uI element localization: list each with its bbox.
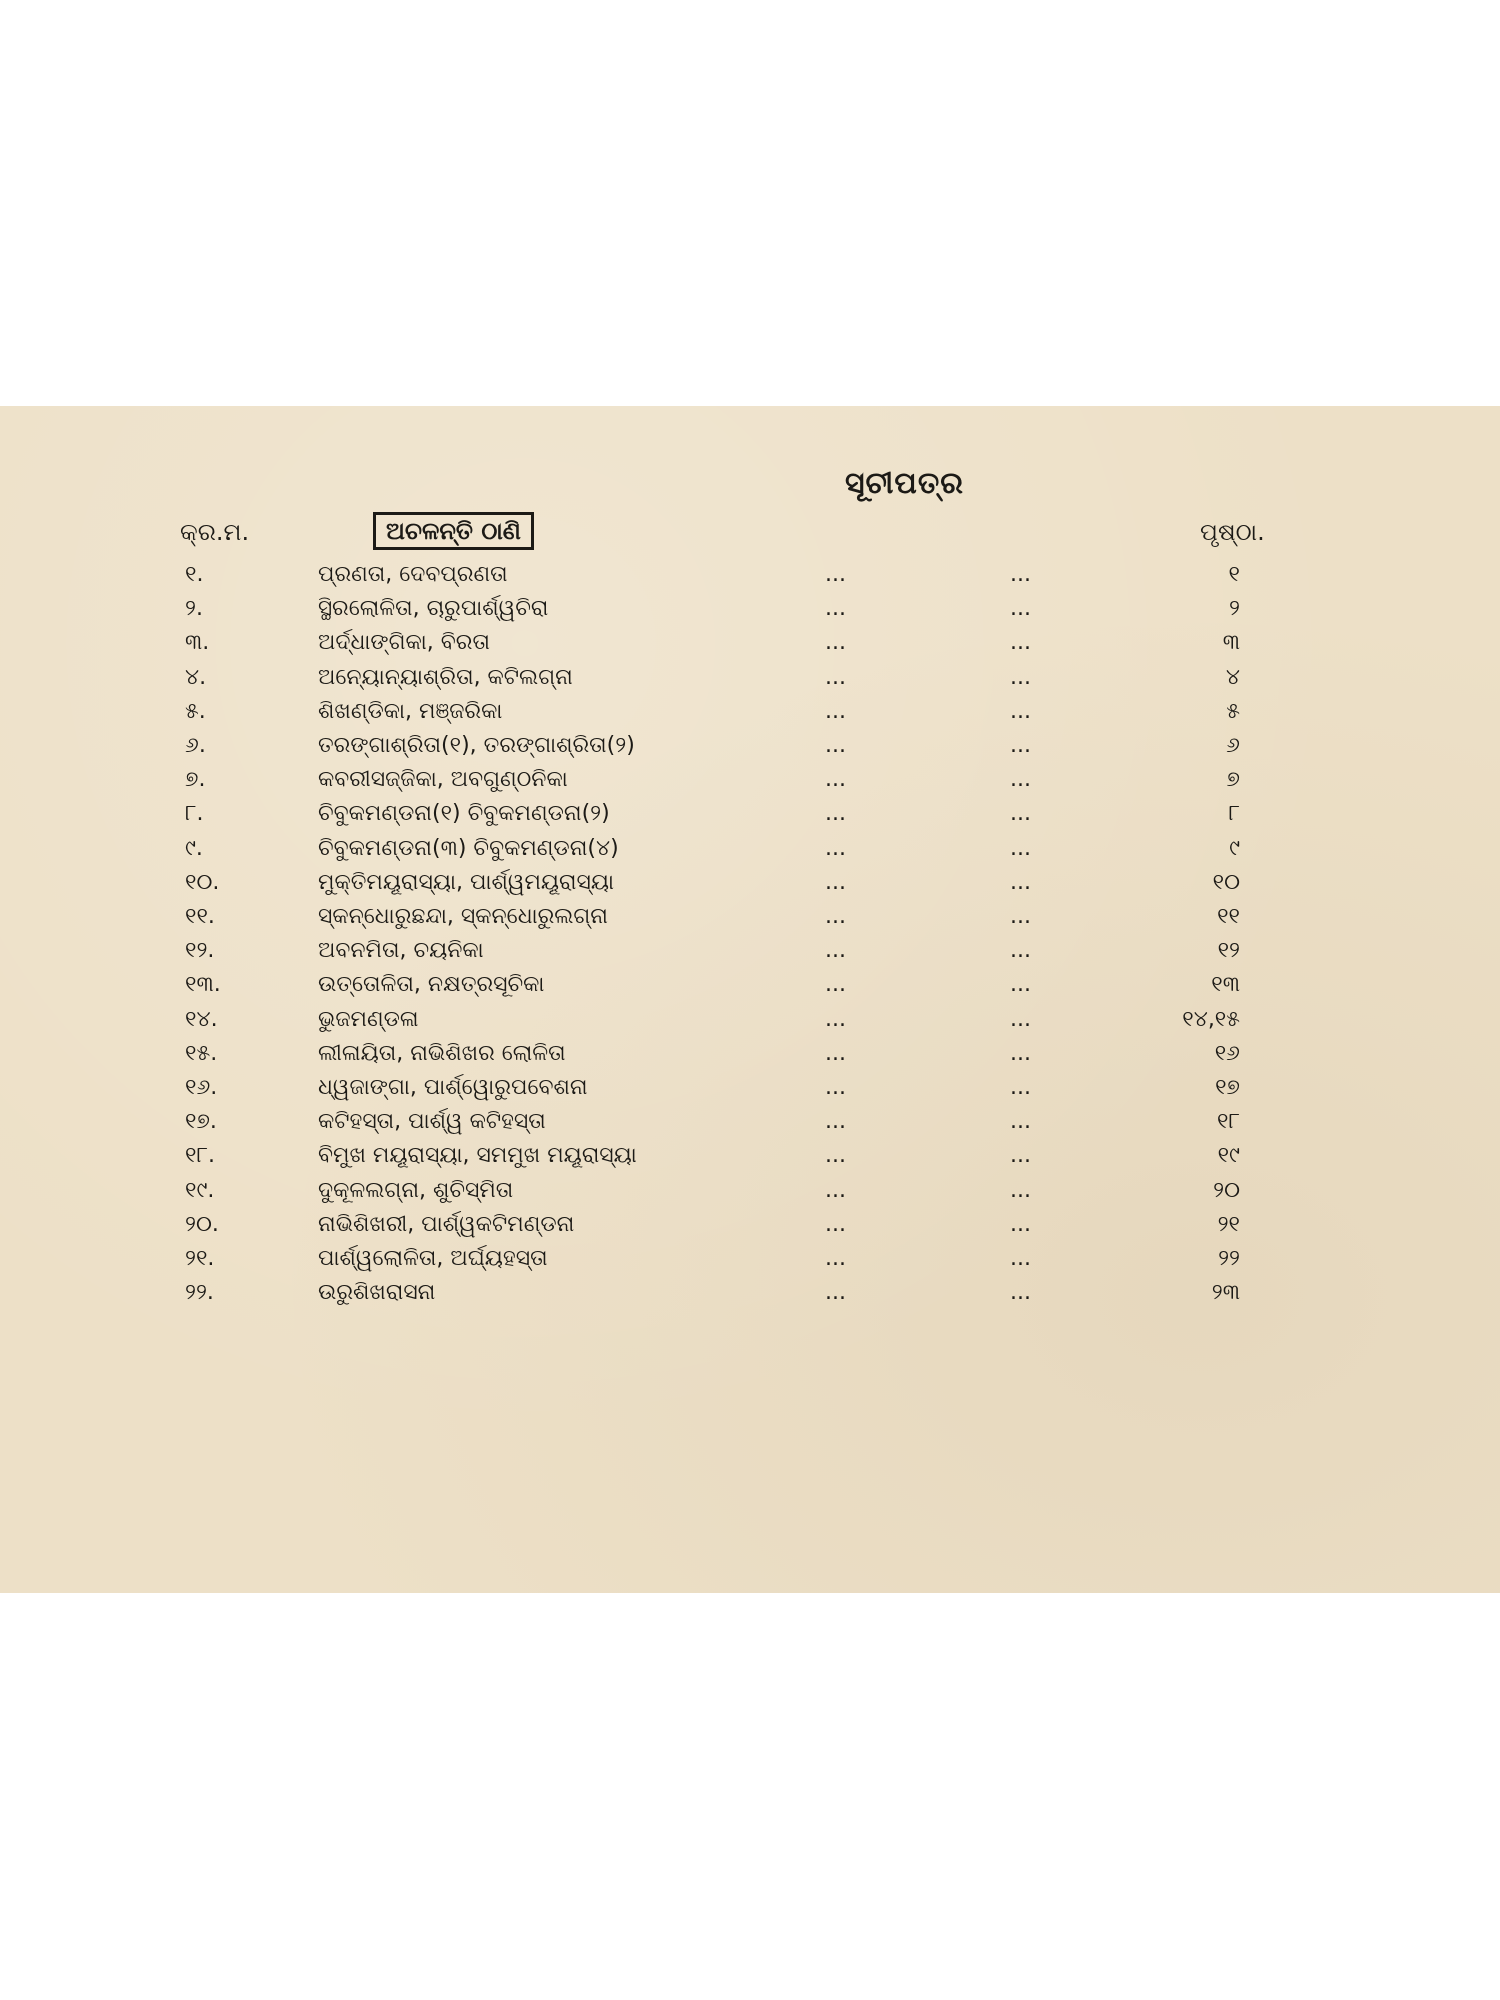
serial-column-header: କ୍ର.ମ. (180, 518, 250, 546)
leader-dots: ... (825, 596, 846, 622)
entry-title: ନାଭିଶିଖରୀ, ପାର୍ଶ୍ୱକଟିମଣ୍ଡନା (318, 1211, 575, 1237)
leader-dots: ... (1010, 1075, 1031, 1100)
page-number: ୬ (1226, 733, 1240, 758)
leader-dots: ... (825, 1177, 846, 1203)
page-number: ୧୯ (1217, 1143, 1240, 1169)
leader-dots: ... (825, 938, 846, 964)
serial-number: ୪. (185, 664, 207, 690)
leader-dots: ... (1010, 1040, 1031, 1066)
leader-dots: ... (1010, 698, 1031, 724)
entry-title: ଉତ୍ତୋଳିତା, ନକ୍ଷତ୍ରସୂଚିକା (318, 972, 545, 998)
scanned-page (0, 406, 1500, 1593)
page-number: ୩ (1222, 630, 1240, 656)
leader-dots: ... (1010, 767, 1031, 793)
page-number: ୧୭ (1215, 1075, 1240, 1100)
leader-dots: ... (1010, 869, 1031, 895)
entry-title: ପ୍ରଣତା, ଦେବପ୍ରଣତା (318, 562, 508, 587)
leader-dots: ... (1010, 1246, 1031, 1271)
leader-dots: ... (825, 1075, 846, 1100)
leader-dots: ... (1010, 1006, 1031, 1032)
page-number: ୧୬ (1214, 1040, 1240, 1066)
serial-number: ୨୦. (185, 1211, 219, 1237)
page-number: ୨୦ (1213, 1177, 1240, 1203)
entry-title: ଶିଖଣ୍ଡିକା, ମଞ୍ଜରିକା (318, 698, 503, 724)
leader-dots: ... (825, 630, 846, 656)
page-number: ୧୧ (1217, 904, 1240, 929)
page-number: ୧ (1228, 562, 1240, 587)
page-number: ୪ (1225, 664, 1240, 690)
entry-title: ଅନ୍ୟୋନ୍ୟାଶ୍ରିତା, କଟିଲଗ୍ନା (318, 664, 573, 690)
page-number: ୧୮ (1217, 1109, 1240, 1135)
page-number: ୨୩ (1211, 1280, 1240, 1306)
entry-title: ଚିବୁକମଣ୍ଡନା(୧) ଚିବୁକମଣ୍ଡନା(୨) (318, 801, 610, 827)
leader-dots: ... (825, 801, 846, 827)
page-number: ୨୧ (1217, 1211, 1240, 1237)
entry-title: ଧ୍ୱଜାଙ୍ଗା, ପାର୍ଶ୍ୱୋରୁପବେଶନା (318, 1075, 588, 1100)
leader-dots: ... (825, 869, 846, 895)
serial-number: ୧୬. (185, 1075, 218, 1100)
serial-number: ୧୩. (185, 972, 221, 998)
serial-number: ୨. (185, 596, 203, 622)
leader-dots: ... (825, 1143, 846, 1169)
entry-title: ମୁକ୍ତିମୟୂରାସ୍ୟା, ପାର୍ଶ୍ୱମୟୂରାସ୍ୟା (318, 869, 615, 895)
entry-title: ପାର୍ଶ୍ୱଲୋଳିତା, ଅର୍ଘ୍ୟହସ୍ତା (318, 1246, 548, 1271)
serial-number: ୧୮. (185, 1143, 215, 1169)
entry-title: ଚିବୁକମଣ୍ଡନା(୩) ଚିବୁକମଣ୍ଡନା(୪) (318, 835, 619, 861)
page-number: ୯ (1229, 835, 1240, 861)
entry-title: ଉରୁଶିଖରାସନା (318, 1280, 436, 1306)
page-number: ୧୩ (1211, 972, 1240, 998)
leader-dots: ... (825, 664, 846, 690)
entry-title: ଭୁଜମଣ୍ଡଳା (318, 1006, 419, 1032)
leader-dots: ... (1010, 904, 1031, 929)
leader-dots: ... (1010, 801, 1031, 827)
page-number: ୨୨ (1218, 1246, 1240, 1271)
leader-dots: ... (825, 562, 846, 587)
page-number: ୭ (1226, 767, 1240, 793)
serial-number: ୧୫. (185, 1040, 218, 1066)
leader-dots: ... (825, 972, 846, 998)
serial-number: ୧୭. (185, 1109, 217, 1135)
leader-dots: ... (825, 1006, 846, 1032)
page-number: ୧୪,୧୫ (1182, 1006, 1240, 1032)
serial-number: ୧୧. (185, 904, 215, 929)
leader-dots: ... (825, 835, 846, 861)
leader-dots: ... (825, 1280, 846, 1306)
entry-title: ଅର୍ଦ୍ଧାଙ୍ଗିକା, ବିରତା (318, 630, 490, 656)
leader-dots: ... (1010, 972, 1031, 998)
entry-title: ଅବନମିତା, ଚୟନିକା (318, 938, 484, 964)
serial-number: ୯. (185, 835, 203, 861)
leader-dots: ... (1010, 596, 1031, 622)
leader-dots: ... (825, 1040, 846, 1066)
leader-dots: ... (1010, 938, 1031, 964)
list-item (0, 1280, 1500, 1320)
section-heading-box: ଅଚଳନ୍ତି ଠାଣି (373, 512, 534, 550)
leader-dots: ... (825, 733, 846, 758)
serial-number: ୧୪. (185, 1006, 218, 1032)
serial-number: ୨୨. (185, 1280, 214, 1306)
page-number: ୧୦ (1212, 869, 1240, 895)
leader-dots: ... (1010, 733, 1031, 758)
leader-dots: ... (1010, 1143, 1031, 1169)
leader-dots: ... (825, 698, 846, 724)
leader-dots: ... (825, 1109, 846, 1135)
leader-dots: ... (1010, 1177, 1031, 1203)
serial-number: ୨୧. (185, 1246, 215, 1271)
leader-dots: ... (1010, 664, 1031, 690)
serial-number: ୧୯. (185, 1177, 215, 1203)
leader-dots: ... (1010, 1211, 1031, 1237)
serial-number: ୭. (185, 767, 206, 793)
entry-title: ବିମୁଖ ମୟୂରାସ୍ୟା, ସମମୁଖ ମୟୂରାସ୍ୟା (318, 1143, 637, 1169)
serial-number: ୩. (185, 630, 210, 656)
entry-title: ଦୁକୂଳଲଗ୍ନା, ଶୁଚିସ୍ମିତା (318, 1177, 514, 1203)
leader-dots: ... (825, 1246, 846, 1271)
page-number: ୧୨ (1217, 938, 1240, 964)
serial-number: ୧. (185, 562, 204, 587)
entry-title: ଲୀଳାୟିତା, ନାଭିଶିଖର ଲୋଳିତା (318, 1040, 566, 1066)
leader-dots: ... (1010, 630, 1031, 656)
leader-dots: ... (1010, 1109, 1031, 1135)
entry-title: ସ୍କନ୍ଧୋରୁଛନ୍ଦା, ସ୍କନ୍ଧୋରୁଲଗ୍ନା (318, 904, 608, 929)
entry-title: କବରୀସଜ୍ଜିକା, ଅବଗୁଣ୍ଠନିକା (318, 767, 568, 793)
entry-title: ସ୍ଥିରଲୋଳିତା, ଚାରୁପାର୍ଶ୍ୱଚିରା (318, 596, 549, 622)
serial-number: ୧୦. (185, 869, 220, 895)
page-number: ୮ (1228, 801, 1240, 827)
leader-dots: ... (1010, 1280, 1031, 1306)
serial-number: ୫. (185, 698, 206, 724)
leader-dots: ... (825, 1211, 846, 1237)
page-number: ୨ (1229, 596, 1240, 622)
leader-dots: ... (825, 767, 846, 793)
serial-number: ୧୨. (185, 938, 215, 964)
page-number: ୫ (1226, 698, 1240, 724)
leader-dots: ... (1010, 562, 1031, 587)
leader-dots: ... (825, 904, 846, 929)
serial-number: ୬. (185, 733, 206, 758)
page-title: ସୂଚୀପତ୍ର (845, 466, 964, 501)
page-column-header: ପୃଷ୍ଠା. (1200, 518, 1265, 546)
entry-title: କଟିହସ୍ତା, ପାର୍ଶ୍ୱ କଟିହସ୍ତା (318, 1109, 546, 1135)
serial-number: ୮. (185, 801, 204, 827)
leader-dots: ... (1010, 835, 1031, 861)
entry-title: ତରଙ୍ଗାଶ୍ରିତା(୧), ତରଙ୍ଗାଶ୍ରିତା(୨) (318, 733, 635, 758)
